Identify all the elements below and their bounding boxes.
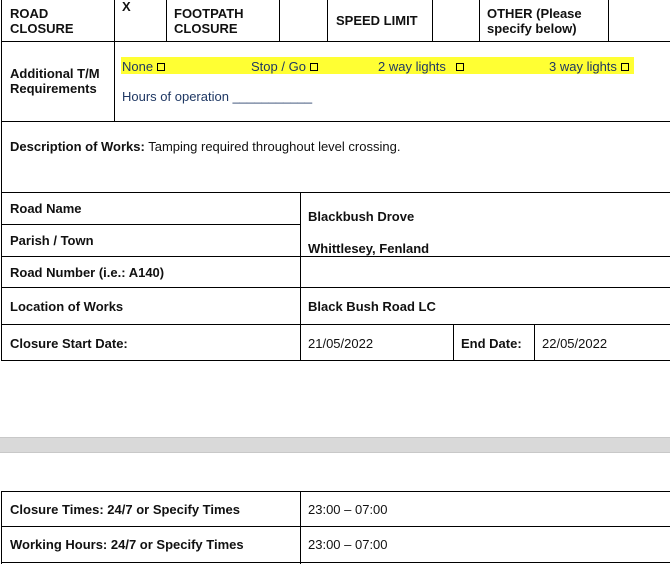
checkbox-icon[interactable] — [621, 63, 629, 71]
grid-line — [1, 324, 670, 325]
grid-line — [1, 121, 2, 193]
description-value[interactable]: Tamping required throughout level crossing. — [148, 139, 401, 154]
tm-option-two-way-label: 2 way lights — [378, 59, 446, 74]
grid-line — [1, 192, 2, 361]
grid-line — [534, 324, 535, 361]
tm-option-none-label: None — [122, 59, 154, 74]
working-hours-label: Working Hours: 24/7 or Specify Times — [10, 537, 244, 552]
grid-line — [1, 41, 670, 42]
grid-line — [1, 256, 670, 257]
grid-line — [1, 526, 670, 527]
working-hours-value[interactable]: 23:00 – 07:00 — [308, 537, 388, 552]
grid-line — [279, 0, 280, 42]
end-date-label: End Date: — [461, 336, 522, 351]
grid-line — [1, 192, 670, 193]
road-name-label: Road Name — [10, 201, 82, 216]
grid-line — [300, 192, 301, 361]
tm-option-three-way-lights[interactable] — [549, 59, 629, 74]
grid-line — [1, 562, 670, 563]
road-closure-option: ROAD CLOSURE — [10, 6, 74, 36]
page-break — [0, 437, 670, 453]
checkbox-icon[interactable] — [157, 63, 165, 71]
tm-option-two-way-lights[interactable] — [378, 59, 464, 74]
checkbox-icon[interactable] — [456, 63, 464, 71]
closure-start-date-label: Closure Start Date: — [10, 336, 128, 351]
grid-line — [114, 41, 115, 122]
tm-option-three-way-label: 3 way lights — [549, 59, 617, 74]
road-closure-checkmark[interactable]: X — [122, 0, 131, 14]
grid-line — [166, 0, 167, 42]
footpath-closure-option: FOOTPATH CLOSURE — [174, 6, 244, 36]
grid-line — [453, 324, 454, 361]
closure-times-label: Closure Times: 24/7 or Specify Times — [10, 502, 241, 517]
description-of-works — [10, 139, 400, 154]
grid-line — [1, 287, 670, 288]
closure-start-date-value[interactable]: 21/05/2022 — [308, 336, 374, 351]
parish-town-value[interactable]: Whittlesey, Fenland — [308, 241, 430, 256]
grid-line — [1, 224, 300, 225]
tm-option-stop-go[interactable] — [251, 59, 318, 74]
other-option: OTHER (Please specify below) — [487, 6, 582, 36]
grid-line — [479, 0, 480, 42]
parish-town-label: Parish / Town — [10, 233, 94, 248]
speed-limit-option: SPEED LIMIT — [336, 13, 418, 28]
grid-line — [1, 491, 2, 564]
grid-line — [1, 360, 670, 361]
location-of-works-label: Location of Works — [10, 299, 124, 314]
grid-line — [1, 0, 2, 42]
grid-line — [1, 41, 2, 122]
grid-line — [1, 121, 670, 122]
grid-line — [114, 0, 115, 42]
tm-requirements-label: Additional T/M Requirements — [10, 66, 100, 96]
description-label: Description of Works: — [10, 139, 145, 154]
grid-line — [327, 0, 328, 42]
road-name-value[interactable]: Blackbush Drove — [308, 209, 415, 224]
tm-option-stop-go-label: Stop / Go — [251, 59, 306, 74]
tm-option-none[interactable] — [122, 59, 165, 74]
hours-of-operation-field[interactable]: Hours of operation ___________ — [122, 89, 313, 104]
grid-line — [1, 491, 670, 492]
grid-line — [300, 491, 301, 564]
end-date-value[interactable]: 22/05/2022 — [542, 336, 608, 351]
closure-times-value[interactable]: 23:00 – 07:00 — [308, 502, 388, 517]
grid-line — [608, 0, 609, 42]
road-number-label: Road Number (i.e.: A140) — [10, 265, 165, 280]
location-of-works-value[interactable]: Black Bush Road LC — [308, 299, 436, 314]
grid-line — [432, 0, 433, 42]
checkbox-icon[interactable] — [310, 63, 318, 71]
